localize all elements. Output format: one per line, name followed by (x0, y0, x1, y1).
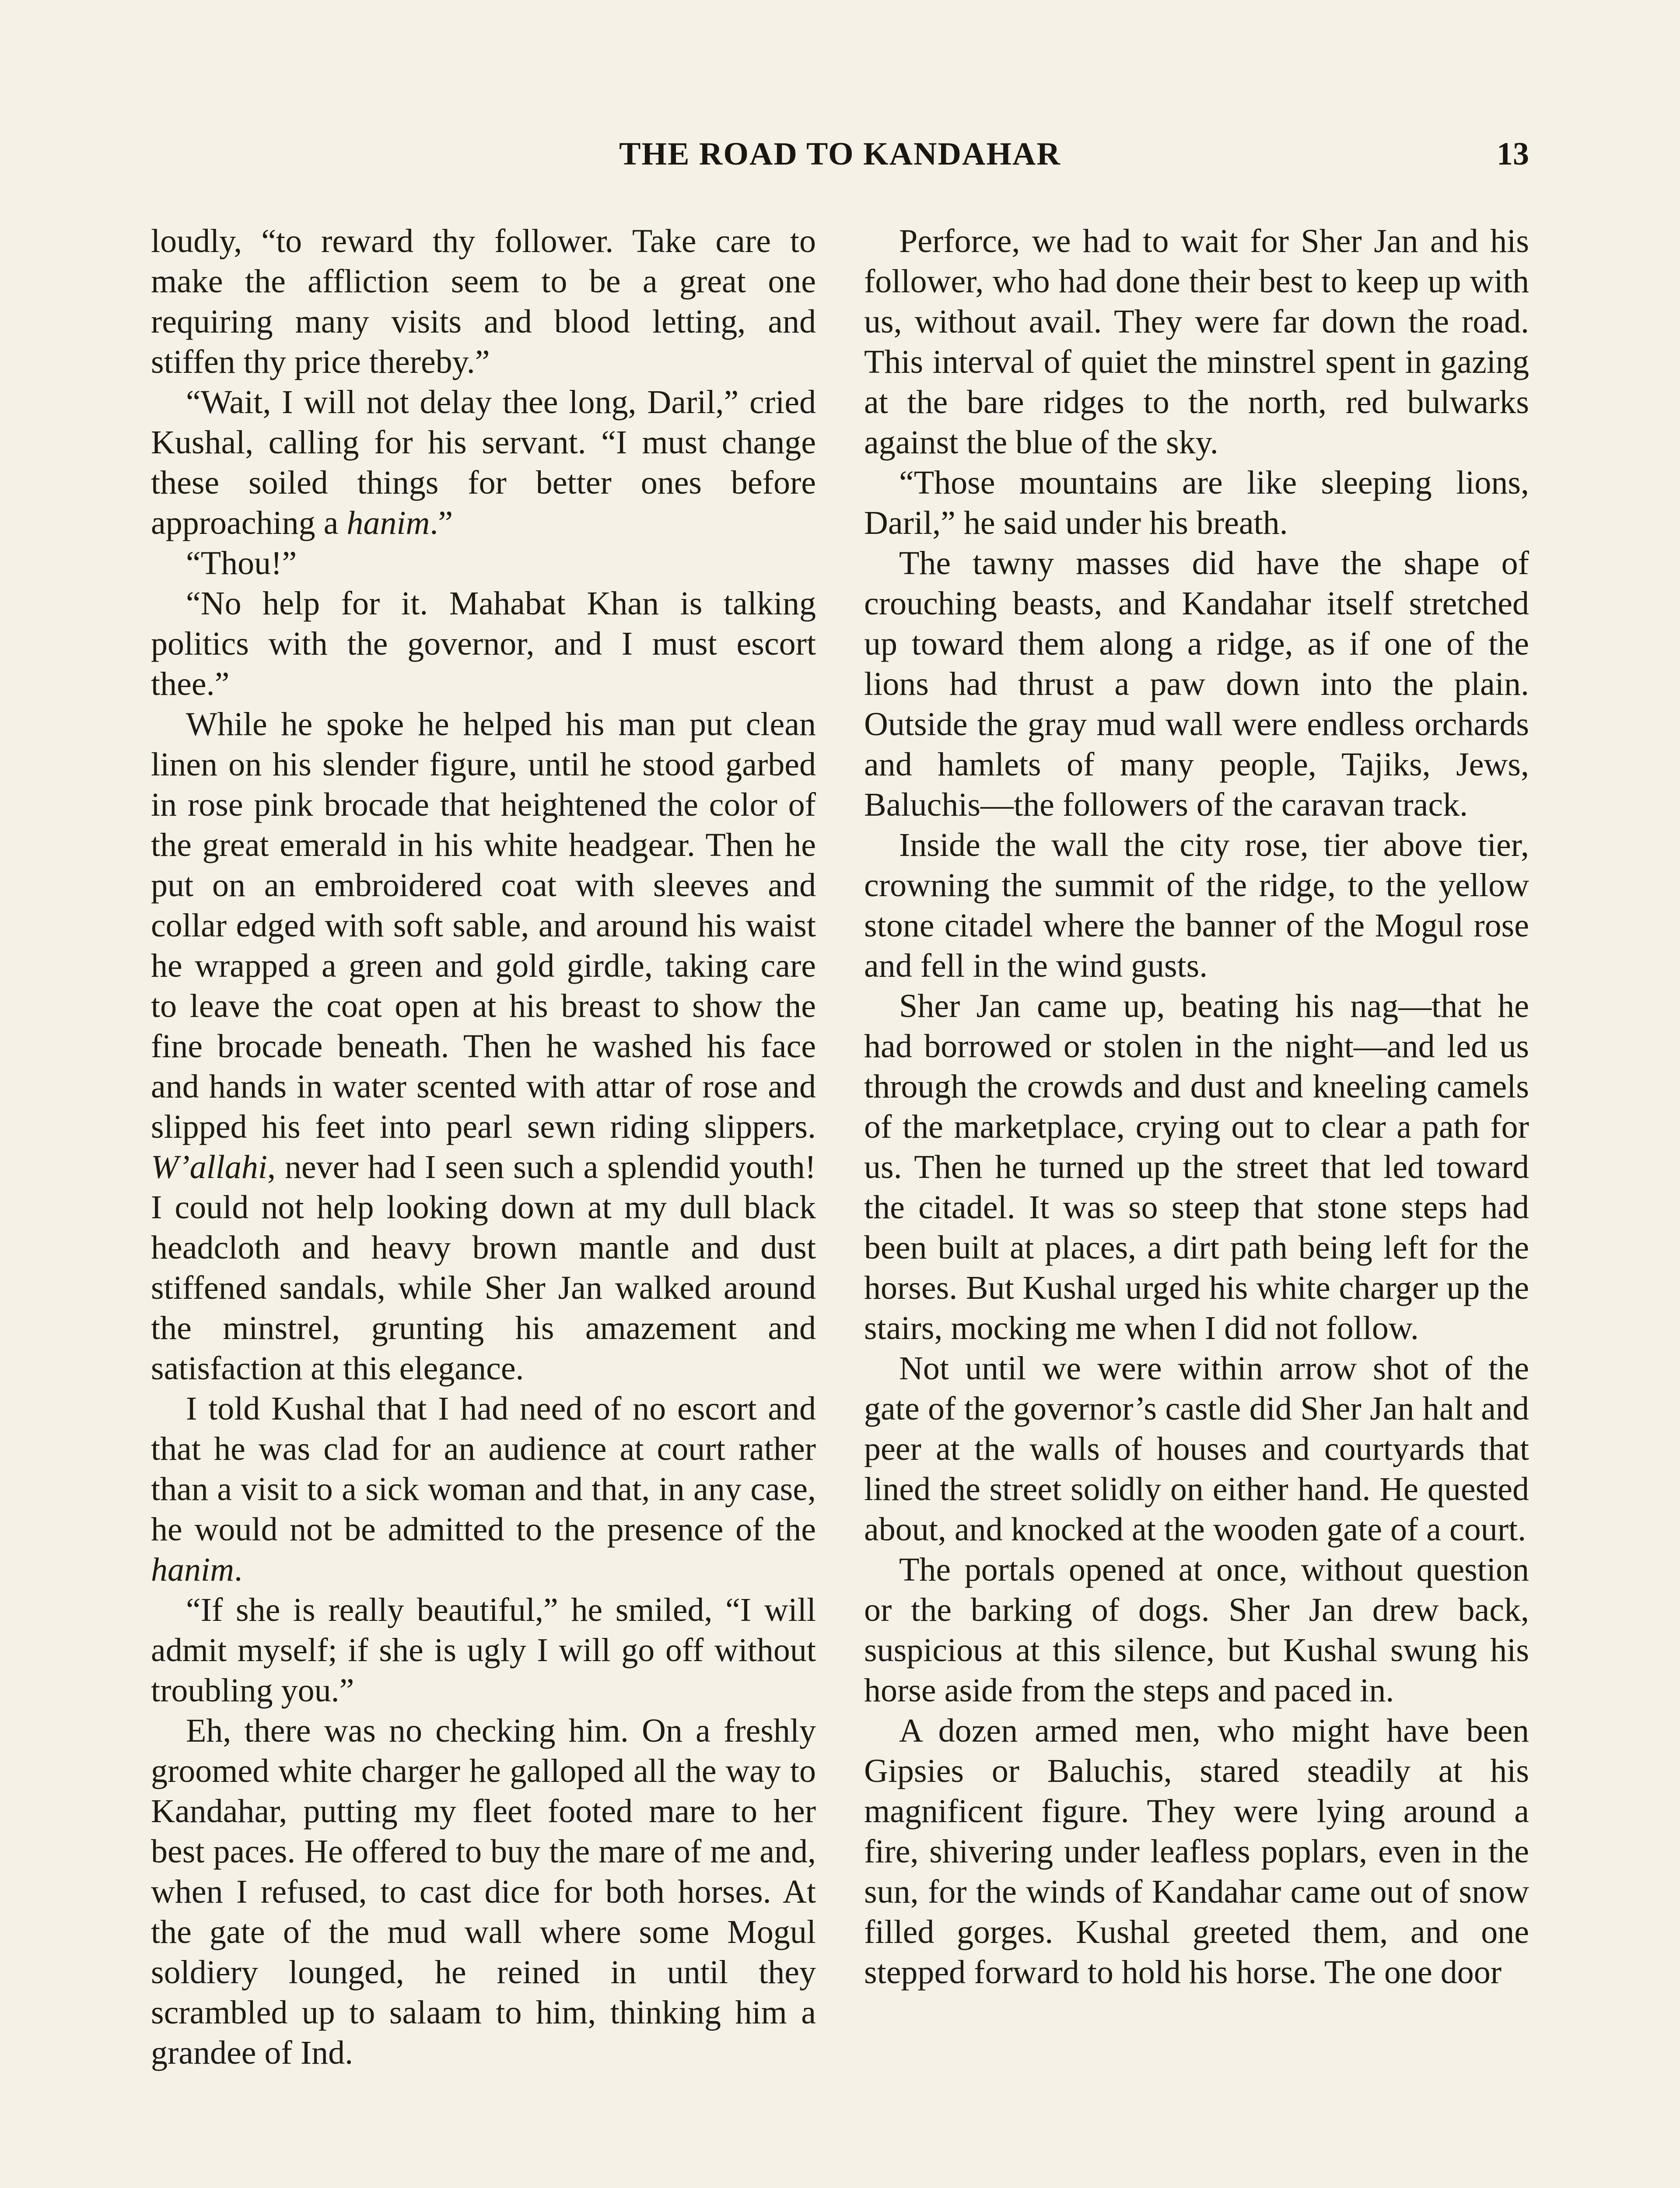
paragraph-text: loudly, “to reward thy follower. Take care to make the affliction seem to be a great one requiring many visits and blood letting, and stiffen thy price thereby.” (151, 223, 816, 380)
paragraph-text: “Wait, I will not delay thee long, Daril,” cried Kushal, calling for his servant. “I must change these soiled things for better ones before approaching a (151, 384, 816, 541)
paragraph-text: “Those mountains are like sleeping lions, Daril,” he said under his breath. (864, 464, 1529, 541)
paragraph (864, 825, 1529, 986)
paragraph (864, 221, 1529, 463)
italic-text: hanim (151, 1551, 234, 1588)
paragraph-text: The tawny masses did have the shape of crouching beasts, and Kandahar itself stretched up toward them along a ridge, as if one of the lions had thrust a paw down into the plain. Outside the gray mud wall were endless orchards and hamlets of many people, Tajiks, Jews, Baluchis—the followers of the caravan track. (864, 545, 1529, 823)
paragraph-text: Not until we were within arrow shot of the gate of the governor’s castle did Sher Jan halt and peer at the walls of houses and courtyards that lined the street solidly on either hand. He quested about, and knocked at the wooden gate of a court. (864, 1350, 1529, 1548)
paragraph (151, 543, 816, 583)
paragraph-text: Inside the wall the city rose, tier above tier, crowning the summit of the ridge, to the yellow stone citadel where the banner of the Mogul rose and fell in the wind gusts. (864, 827, 1529, 984)
paragraph-text: While he spoke he helped his man put clean linen on his slender figure, until he stood garbed in rose pink brocade that heightened the color of the great emerald in his white headgear. Then he put on an embroidered coat with sleeves and collar edged with soft sable, and around his waist he wrapped a green and gold girdle, taking care to leave the coat open at his breast to show the fine brocade beneath. Then he washed his face and hands in water scented with attar of rose and slipped his feet into pearl sewn riding slippers. (151, 706, 816, 1145)
paragraph (151, 704, 816, 1389)
paragraph-text: A dozen armed men, who might have been Gipsies or Baluchis, stared steadily at his magnificent figure. They were lying around a fire, shivering under leafless poplars, even in the sun, for the winds of Kandahar came out of snow filled gorges. Kushal greeted them, and one stepped forward to hold his horse. The one door (864, 1712, 1529, 1991)
paragraph (864, 1550, 1529, 1711)
right-text-column (864, 221, 1529, 1992)
italic-text: W’allahi (151, 1149, 267, 1185)
paragraph-text: , never had I seen such a splendid youth! I could not help looking down at my dull black headcloth and heavy brown mantle and dust stiffened sandals, while Sher Jan walked around the minstrel, grunting his amazement and satisfaction at this elegance. (151, 1149, 816, 1387)
paragraph-text: The portals opened at once, without question or the barking of dogs. Sher Jan drew back, suspicious at this silence, but Kushal swung his horse aside from the steps and paced in. (864, 1551, 1529, 1709)
paragraph-text: I told Kushal that I had need of no escort and that he was clad for an audience at court rather than a visit to a sick woman and that, in any case, he would not be admitted to the presence of the (151, 1390, 816, 1548)
paragraph-text: “If she is really beautiful,” he smiled, “I will admit myself; if she is ugly I will go off without troubling you.” (151, 1592, 816, 1709)
paragraph-text: .” (430, 505, 453, 541)
paragraph (864, 543, 1529, 825)
left-text-column (151, 221, 816, 2073)
paragraph (864, 1348, 1529, 1550)
paragraph-text: . (234, 1551, 242, 1588)
paragraph (151, 1389, 816, 1590)
paragraph (864, 463, 1529, 543)
paragraph (864, 1711, 1529, 1992)
italic-text: hanim (346, 505, 430, 541)
page-number: 13 (1497, 136, 1529, 172)
paragraph-text: Eh, there was no checking him. On a freshly groomed white charger he galloped all the way to Kandahar, putting my fleet footed mare to her best paces. He offered to buy the mare of me and, when I refused, to cast dice for both horses. At the gate of the mud wall where some Mogul soldiery lounged, he reined in until they scrambled up to salaam to him, thinking him a grandee of Ind. (151, 1712, 816, 2071)
paragraph-text: “No help for it. Mahabat Khan is talking politics with the governor, and I must escort thee.” (151, 585, 816, 702)
paragraph (151, 583, 816, 704)
paragraph (151, 382, 816, 543)
paragraph-text: Sher Jan came up, beating his nag—that he had borrowed or stolen in the night—and led us through the crowds and dust and kneeling camels of the marketplace, crying out to clear a path for us. Then he turned up the street that led toward the citadel. It was so steep that stone steps had been built at places, a dirt path being left for the horses. But Kushal urged his white charger up the stairs, mocking me when I did not follow. (864, 988, 1529, 1346)
paragraph (151, 1590, 816, 1711)
paragraph-text: Perforce, we had to wait for Sher Jan and his follower, who had done their best to keep up with us, without avail. They were far down the road. This interval of quiet the minstrel spent in gazing at the bare ridges to the north, red bulwarks against the blue of the sky. (864, 223, 1529, 461)
paragraph-text: “Thou!” (186, 545, 297, 582)
paragraph (151, 1711, 816, 2073)
page-header-title: THE ROAD TO KANDAHAR (619, 136, 1061, 172)
paragraph (151, 221, 816, 382)
running-head (151, 131, 1529, 184)
paragraph (864, 986, 1529, 1348)
